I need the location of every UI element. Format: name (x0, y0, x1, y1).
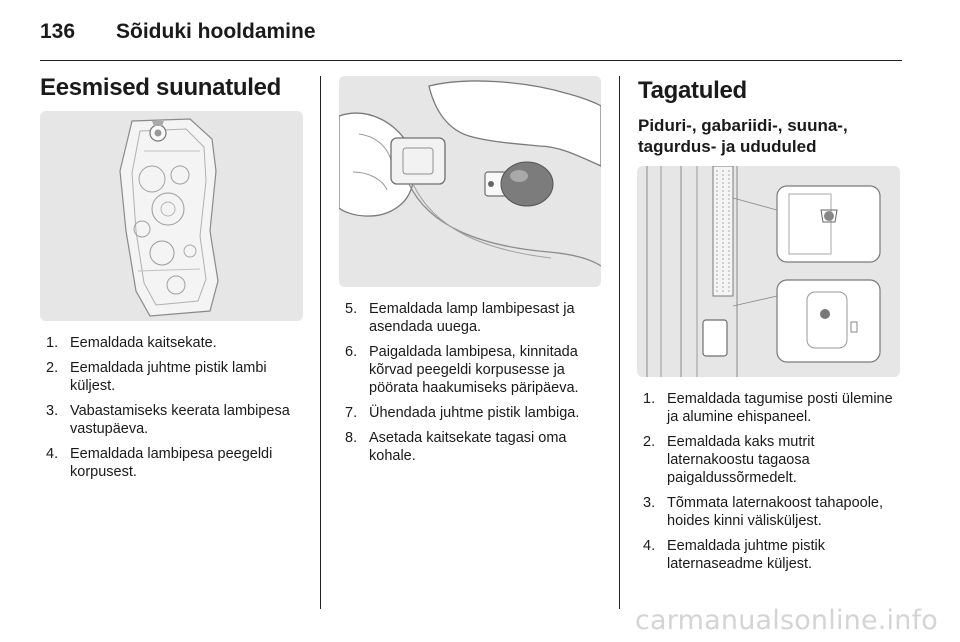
column-divider-1 (320, 76, 321, 609)
step-text: Eemaldada tagumise posti ülemine ja alumine ehispaneel. (667, 391, 893, 425)
step-number: 4. (46, 446, 59, 462)
step-text: Eemaldada kaks mutrit laternakoostu tagaosa paigaldussõrmedelt. (667, 434, 815, 486)
step-text: Eemaldada lambipesa peegeldi korpusest. (70, 446, 273, 480)
list-item (345, 343, 607, 397)
figure-rear-lamp (637, 166, 900, 377)
step-text: Paigaldada lambipesa, kinnitada kõrvad peegeldi korpusesse ja pöörata haakumiseks päripäeva. (369, 344, 579, 396)
page-header (40, 18, 900, 48)
step-text: Eemaldada kaitsekate. (70, 335, 217, 351)
step-number: 2. (46, 360, 59, 376)
list-item (643, 494, 905, 530)
step-text: Eemaldada juhtme pistik lambi küljest. (70, 360, 267, 394)
step-number: 1. (643, 391, 656, 407)
step-text: Eemaldada lamp lambipesast ja asendada uuega. (369, 301, 575, 335)
list-item (643, 537, 905, 573)
step-text: Ühendada juhtme pistik lambiga. (369, 405, 580, 421)
step-number: 3. (643, 495, 656, 511)
step-text: Tõmmata laternakoost tahapoole, hoides kinni välisküljest. (667, 495, 884, 529)
figure-front-headlamp (40, 111, 303, 321)
figure-bulb-replacement (339, 76, 601, 287)
list-item (46, 445, 308, 481)
step-text: Eemaldada juhtme pistik laternaseadme küljest. (667, 538, 825, 572)
rear-lamp-illustration (637, 166, 900, 377)
bulb-replacement-illustration (339, 76, 601, 287)
steps-list-front (46, 334, 308, 488)
list-item (46, 359, 308, 395)
section-title-rear-lights: Tagatuled (638, 77, 747, 104)
step-number: 6. (345, 344, 358, 360)
list-item (643, 433, 905, 487)
step-number: 8. (345, 430, 358, 446)
step-number: 2. (643, 434, 656, 450)
step-number: 7. (345, 405, 358, 421)
steps-list-rear (643, 390, 905, 580)
header-divider (40, 60, 902, 61)
list-item (643, 390, 905, 426)
list-item (345, 300, 607, 336)
step-number: 1. (46, 335, 59, 351)
list-item (345, 404, 607, 422)
watermark: carmanualsonline.info (635, 605, 938, 636)
step-text: Vabastamiseks keerata lambipesa vastupäeva. (70, 403, 290, 437)
list-item (345, 429, 607, 465)
step-number: 3. (46, 403, 59, 419)
headlamp-illustration (40, 111, 303, 321)
chapter-title: Sõiduki hooldamine (116, 20, 316, 43)
list-item (46, 402, 308, 438)
steps-list-bulb (345, 300, 607, 472)
step-text: Asetada kaitsekate tagasi oma kohale. (369, 430, 567, 464)
section-title-front-indicators: Eesmised suunatuled (40, 74, 282, 101)
step-number: 5. (345, 301, 358, 317)
step-number: 4. (643, 538, 656, 554)
column-divider-2 (619, 76, 620, 609)
list-item (46, 334, 308, 352)
page-number: 136 (40, 20, 76, 43)
subsection-title-rear-lamps: Piduri-, gabariidi-, suuna-, tagurdus- ja ududuled (638, 116, 848, 156)
